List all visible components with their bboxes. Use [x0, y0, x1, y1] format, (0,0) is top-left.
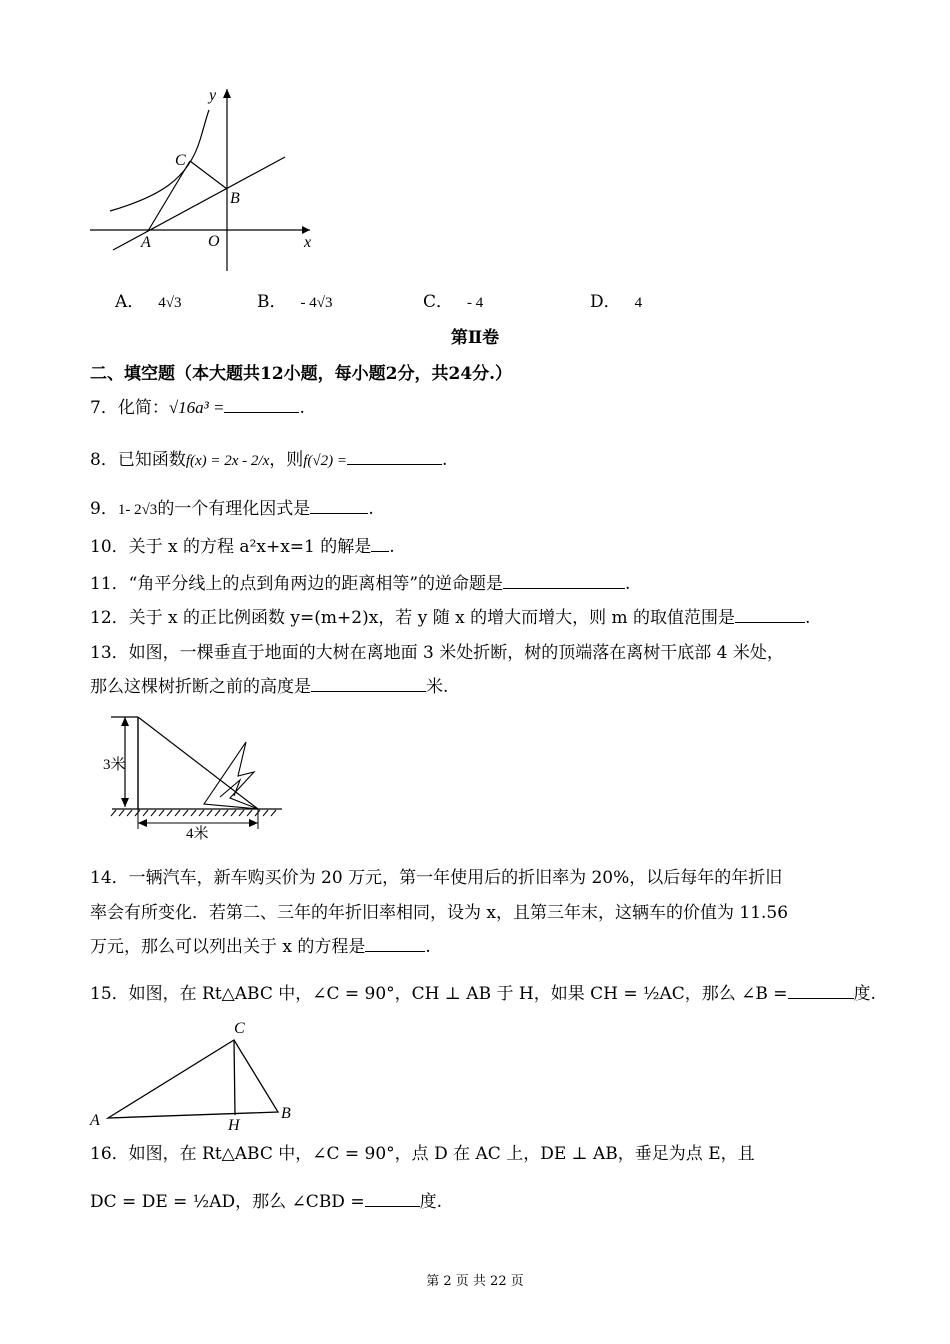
- question-9: 9．1- 2√3的一个有理化因式是 .: [90, 499, 374, 519]
- coordinate-figure: [88, 85, 318, 275]
- fig15-label-c: C: [234, 1020, 245, 1037]
- question-10: 10．关于 x 的方程 a²x+x=1 的解是 .: [90, 537, 395, 557]
- fig1-label-x: x: [304, 234, 312, 251]
- question-16-line-2: DC = DE = ½AD，那么 ∠CBD = 度.: [90, 1192, 442, 1212]
- question-16-line-1: 16．如图，在 Rt△ABC 中，∠C = 90°，点 D 在 AC 上，DE ⊥ AB，垂足为点 E，且: [90, 1144, 755, 1164]
- option-a: A． 4√3: [115, 292, 182, 312]
- question-13-line-1: 13．如图，一棵垂直于地面的大树在离地面 3 米处折断，树的顶端落在离树干底部 4 米处，: [90, 643, 784, 663]
- fig1-label-a: A: [141, 234, 151, 251]
- page-footer: 第 2 页 共 22 页: [426, 1274, 524, 1289]
- question-14-line-3: 万元，那么可以列出关于 x 的方程是 .: [90, 937, 431, 957]
- question-11: 11．“角平分线上的点到角两边的距离相等”的逆命题是 .: [90, 574, 631, 594]
- fig1-label-o: O: [208, 233, 220, 250]
- fig1-label-c: C: [175, 152, 186, 169]
- fig15-label-h: H: [228, 1117, 240, 1134]
- question-12: 12．关于 x 的正比例函数 y=(m+2)x，若 y 随 x 的增大而增大，则 m 的取值范围是 .: [90, 608, 811, 628]
- option-d: D． 4: [590, 292, 643, 312]
- triangle-figure: [86, 1016, 306, 1134]
- question-8: 8．已知函数f(x) = 2x - 2/x，则f(√2) = .: [90, 450, 448, 470]
- option-c: C． - 4: [423, 292, 484, 312]
- question-14-line-2: 率会有所变化．若第二、三年的年折旧率相同，设为 x，且第三年末，这辆车的价值为 11.56: [90, 903, 789, 923]
- tree-figure: [100, 712, 290, 844]
- paper-title: 第Ⅱ卷: [450, 328, 500, 348]
- option-b: B． - 4√3: [257, 292, 333, 312]
- fig15-label-b: B: [281, 1105, 291, 1122]
- fig1-label-y: y: [209, 87, 217, 104]
- question-14-line-1: 14．一辆汽车，新车购买价为 20 万元，第一年使用后的折旧率为 20%，以后每年的年折旧: [90, 868, 783, 888]
- section-title: 二、填空题（本大题共12小题，每小题2分，共24分.）: [90, 364, 513, 384]
- fig1-label-b: B: [230, 190, 240, 207]
- question-13-line-2: 那么这棵树折断之前的高度是 米.: [90, 677, 449, 697]
- question-15: 15．如图，在 Rt△ABC 中，∠C = 90°，CH ⊥ AB 于 H，如果 CH = ½AC，那么 ∠B = 度.: [90, 984, 876, 1004]
- question-7: 7．化简：√16a³ = .: [90, 398, 305, 418]
- fig15-label-a: A: [90, 1112, 100, 1129]
- fig13-height-label: 3米: [103, 757, 126, 773]
- fig13-width-label: 4米: [186, 826, 209, 842]
